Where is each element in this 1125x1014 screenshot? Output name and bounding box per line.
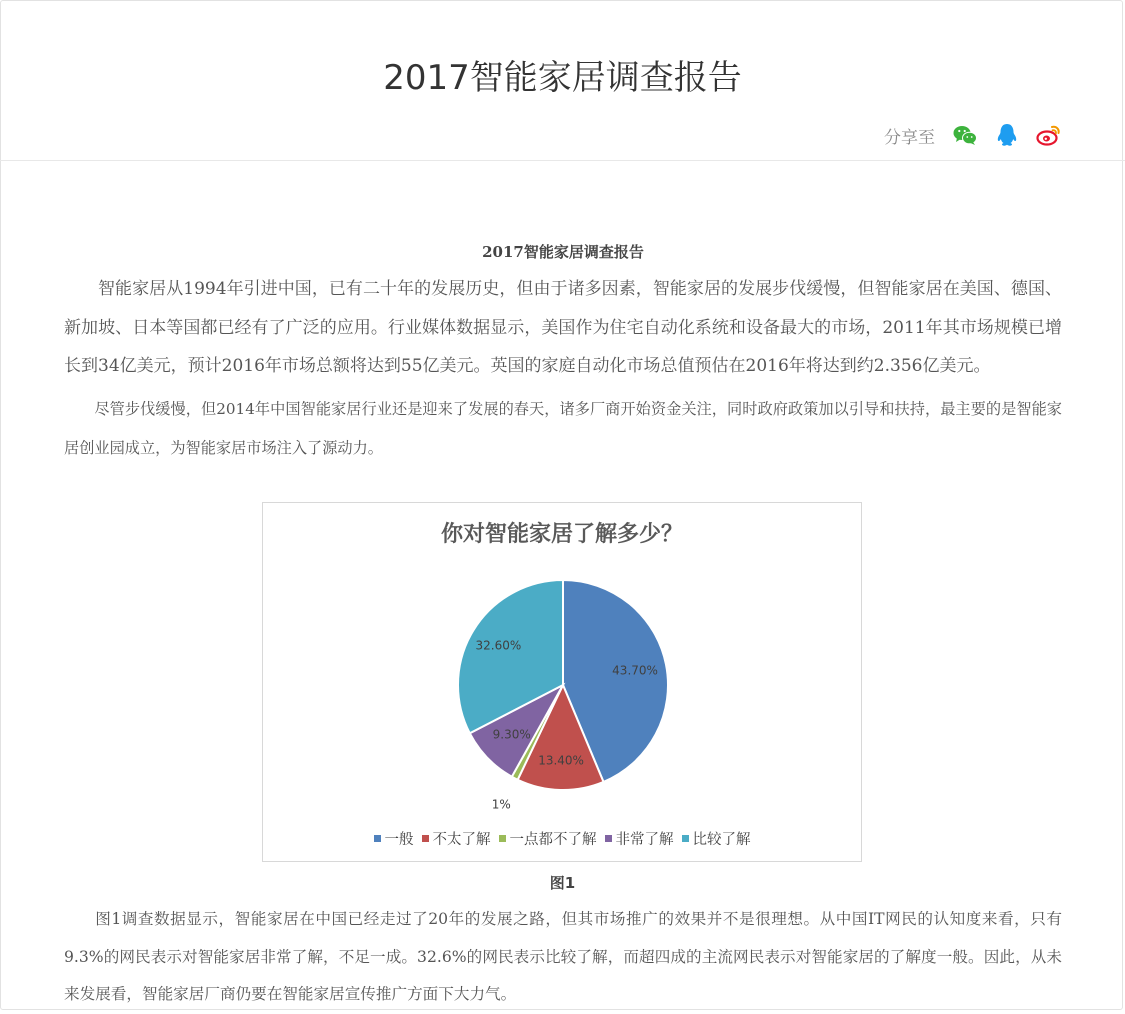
- label-butai-liaojie: 13.40%: [538, 753, 584, 768]
- pie-chart-figure: [262, 502, 862, 862]
- share-bar: [884, 120, 1063, 150]
- legend-swatch: [374, 835, 381, 842]
- legend-swatch: [422, 835, 429, 842]
- legend-label: 非常了解: [615, 832, 674, 848]
- share-label: 分享至: [884, 127, 935, 148]
- legend-swatch: [605, 835, 612, 842]
- wechat-icon[interactable]: [951, 121, 979, 149]
- legend-label: 一点都不了解: [509, 832, 597, 848]
- paragraph-intro: 智能家居从1994年引进中国，已有二十年的发展历史，但由于诸多因素，智能家居的发展步伐缓慢，但智能家居在美国、德国、新加坡、日本等国都已经有了广泛的应用。行业媒体数据显示，美国作为住宅自动化系统和设备最大的市场，2011年其市场规模已增长到34亿美元，预计2016年市场总额将达到55亿美元。英国的家庭自动化市场总值预估在2016年将达到约2.356亿美元。: [64, 279, 1062, 377]
- page-header: [0, 0, 1125, 161]
- paragraph-third: 图1调查数据显示，智能家居在中国已经走过了20年的发展之路，但其市场推广的效果并不是很理想。从中国IT网民的认知度来看，只有9.3%的网民表示对智能家居非常了解，不足一成。32.6%的网民表示比较了解，而超四成的主流网民表示对智能家居的了解度一般。因此，从未来发展看，智能家居厂商仍要在智能家居宣传推广方面下大力气。: [64, 910, 1062, 1003]
- chart-title: 你对智能家居了解多少？: [440, 522, 683, 547]
- figure-caption: 图1: [549, 874, 576, 892]
- chart-legend: [263, 828, 861, 849]
- paragraph-second: 尽管步伐缓慢，但2014年中国智能家居行业还是迎来了发展的春天，诸多厂商开始资金关注，同时政府政策加以引导和扶持，最主要的是智能家居创业园成立，为智能家居市场注入了源动力。: [64, 399, 1062, 457]
- legend-item: [682, 828, 751, 849]
- legend-swatch: [682, 835, 689, 842]
- article-body: [64, 238, 1062, 468]
- legend-label: 比较了解: [692, 832, 751, 848]
- legend-item: [374, 828, 414, 849]
- label-feichang-liaojie: 9.30%: [492, 727, 531, 742]
- pie-chart: [263, 503, 861, 823]
- legend-item: [605, 828, 674, 849]
- article-title: 2017智能家居调查报告: [482, 243, 644, 261]
- legend-label: 一般: [384, 832, 414, 848]
- weibo-icon[interactable]: [1035, 121, 1063, 149]
- legend-item: [499, 828, 597, 849]
- page-title: 2017智能家居调查报告: [383, 58, 742, 98]
- legend-item: [422, 828, 491, 849]
- legend-label: 不太了解: [432, 832, 491, 848]
- label-yiban: 43.70%: [612, 663, 658, 678]
- label-bijiao-liaojie: 32.60%: [475, 638, 522, 653]
- qq-icon[interactable]: [993, 121, 1021, 149]
- label-yidian-dou-buliaojie: 1%: [491, 797, 511, 812]
- legend-swatch: [499, 835, 506, 842]
- article-body-continued: [64, 901, 1062, 1014]
